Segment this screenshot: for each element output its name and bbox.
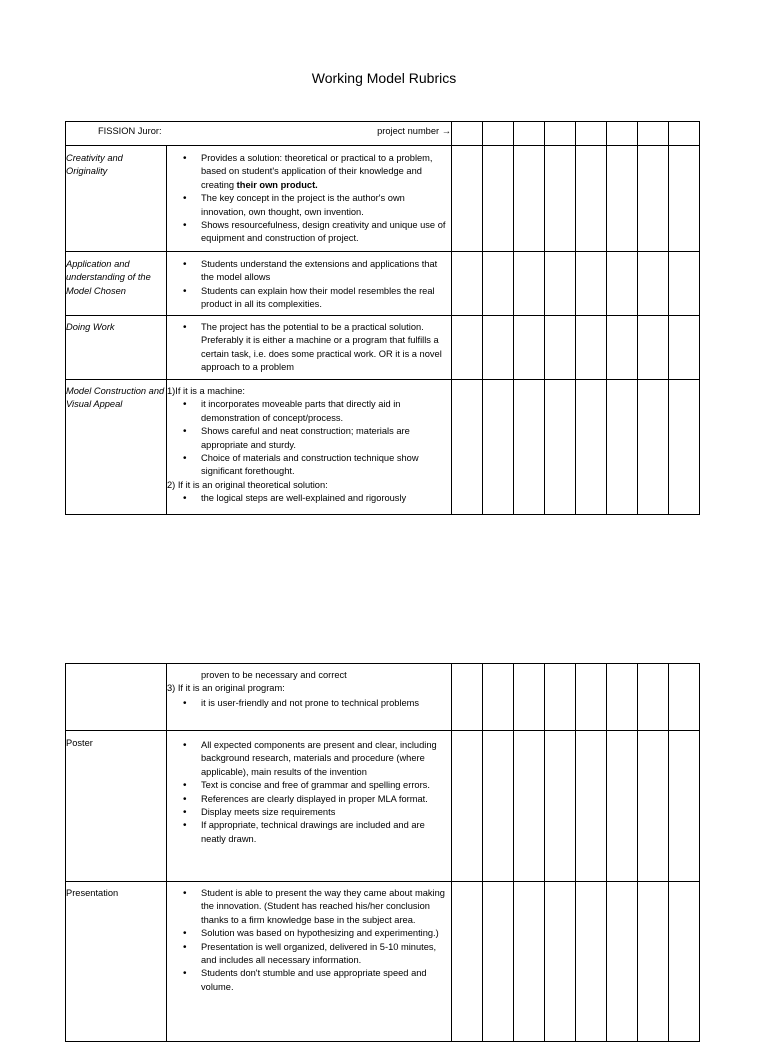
score-cell[interactable]	[669, 122, 700, 146]
criterion-description	[167, 146, 452, 252]
score-cell[interactable]	[669, 664, 700, 731]
score-cell[interactable]	[514, 316, 545, 380]
rubric-row-creativity	[66, 146, 700, 252]
score-cell[interactable]	[483, 122, 514, 146]
criterion-bullet: • If appropriate, technical drawings are included and are neatly drawn.	[201, 819, 451, 846]
rubric-table-1	[65, 121, 700, 515]
score-cell[interactable]	[576, 316, 607, 380]
criterion-bullet: • the logical steps are well-explained and rigorously	[201, 492, 451, 505]
score-cell[interactable]	[576, 380, 607, 515]
criterion-description	[167, 316, 452, 380]
criterion-label: Application and understanding of the Model Chosen	[66, 252, 167, 316]
score-cell[interactable]	[545, 316, 576, 380]
criterion-label	[66, 664, 167, 731]
rubric-row-presentation	[66, 882, 700, 1042]
score-cell[interactable]	[452, 664, 483, 731]
score-cell[interactable]	[576, 731, 607, 882]
score-cell[interactable]	[514, 731, 545, 882]
criterion-bullet: • it is user-friendly and not prone to technical problems	[201, 697, 451, 710]
score-cell[interactable]	[452, 252, 483, 316]
score-cell[interactable]	[545, 146, 576, 252]
criterion-bullet: • Text is concise and free of grammar and spelling errors.	[201, 779, 451, 792]
score-cell[interactable]	[576, 664, 607, 731]
score-cell[interactable]	[576, 122, 607, 146]
criterion-bullet: • Students understand the extensions and applications that the model allows	[201, 258, 451, 285]
score-cell[interactable]	[607, 146, 638, 252]
continuation-text: proven to be necessary and correct	[201, 670, 347, 680]
score-cell[interactable]	[483, 882, 514, 1042]
condition-intro: 1)If it is a machine:	[167, 386, 246, 396]
score-cell[interactable]	[576, 882, 607, 1042]
score-cell[interactable]	[669, 731, 700, 882]
score-cell[interactable]	[483, 380, 514, 515]
criterion-label: Presentation	[66, 882, 167, 1042]
score-cell[interactable]	[514, 146, 545, 252]
score-cell[interactable]	[638, 731, 669, 882]
score-cell[interactable]	[545, 380, 576, 515]
rubric-row-doing-work	[66, 316, 700, 380]
criterion-label: Model Construction and Visual Appeal	[66, 380, 167, 515]
criterion-description	[167, 252, 452, 316]
score-cell[interactable]	[638, 380, 669, 515]
score-cell[interactable]	[669, 252, 700, 316]
rubric-table-2	[65, 663, 700, 1042]
score-cell[interactable]	[483, 252, 514, 316]
score-cell[interactable]	[638, 882, 669, 1042]
rubric-row-continuation	[66, 664, 700, 731]
criterion-bullet: • Shows resourcefulness, design creativity and unique use of equipment and construction of project.	[201, 219, 451, 246]
score-cell[interactable]	[483, 664, 514, 731]
score-cell[interactable]	[607, 664, 638, 731]
score-cell[interactable]	[669, 146, 700, 252]
score-cell[interactable]	[514, 122, 545, 146]
score-cell[interactable]	[545, 252, 576, 316]
score-cell[interactable]	[638, 664, 669, 731]
criterion-label: Doing Work	[66, 316, 167, 380]
rubric-row-poster	[66, 731, 700, 882]
score-cell[interactable]	[669, 882, 700, 1042]
header-cell	[66, 122, 452, 146]
score-cell[interactable]	[669, 380, 700, 515]
score-cell[interactable]	[607, 380, 638, 515]
score-cell[interactable]	[483, 146, 514, 252]
criterion-description	[167, 664, 452, 731]
criterion-description	[167, 380, 452, 515]
score-cell[interactable]	[545, 731, 576, 882]
criterion-bullet: • Students don't stumble and use appropriate speed and volume.	[201, 967, 451, 994]
score-cell[interactable]	[452, 316, 483, 380]
criterion-bullet: • it incorporates moveable parts that directly aid in demonstration of concept/process.	[201, 398, 451, 425]
criterion-label: Creativity and Originality	[66, 146, 167, 252]
score-cell[interactable]	[576, 146, 607, 252]
rubric-row-application	[66, 252, 700, 316]
score-cell[interactable]	[514, 882, 545, 1042]
criterion-description	[167, 882, 452, 1042]
score-cell[interactable]	[669, 316, 700, 380]
condition-intro: 3) If it is an original program:	[167, 683, 285, 694]
score-cell[interactable]	[638, 122, 669, 146]
criterion-bullet: • The key concept in the project is the author's own innovation, own thought, own invention.	[201, 192, 451, 219]
criterion-bullet: • The project has the potential to be a practical solution. Preferably it is either a machine or a program that fulfills a certain task, i.e. does some practical work. OR it is a novel approach to a problem	[201, 321, 451, 375]
header-row	[66, 122, 700, 146]
score-cell[interactable]	[452, 380, 483, 515]
score-cell[interactable]	[452, 122, 483, 146]
juror-label: FISSION Juror:	[98, 126, 162, 136]
score-cell[interactable]	[607, 252, 638, 316]
score-cell[interactable]	[483, 731, 514, 882]
score-cell[interactable]	[452, 731, 483, 882]
score-cell[interactable]	[607, 882, 638, 1042]
criterion-bullet: • Display meets size requirements	[201, 806, 451, 819]
score-cell[interactable]	[607, 731, 638, 882]
criterion-bullet: • Choice of materials and construction technique show significant forethought.	[201, 452, 451, 479]
score-cell[interactable]	[638, 146, 669, 252]
score-cell[interactable]	[514, 380, 545, 515]
criterion-bullet: • References are clearly displayed in proper MLA format.	[201, 793, 451, 806]
criterion-bullet: • Solution was based on hypothesizing and experimenting.)	[201, 927, 451, 940]
score-cell[interactable]	[545, 664, 576, 731]
criterion-label: Poster	[66, 731, 167, 882]
page-title: Working Model Rubrics	[311, 70, 457, 86]
score-cell[interactable]	[514, 664, 545, 731]
criterion-description	[167, 731, 452, 882]
score-cell[interactable]	[545, 882, 576, 1042]
criterion-bullet: • Provides a solution: theoretical or practical to a problem, based on student's application of their knowledge and creating their own product.	[201, 152, 451, 192]
score-cell[interactable]	[638, 316, 669, 380]
criterion-bullet: • Student is able to present the way they came about making the innovation. (Student has reached his/her conclusion thanks to a firm knowledge base in the subject area.	[201, 887, 451, 927]
rubric-row-model-construction	[66, 380, 700, 515]
score-cell[interactable]	[576, 252, 607, 316]
project-number-label: project number →	[377, 126, 451, 136]
condition-intro: 2) If it is an original theoretical solution:	[167, 479, 328, 490]
criterion-bullet: • Students can explain how their model resembles the real product in all its complexities.	[201, 285, 451, 312]
score-cell[interactable]	[607, 316, 638, 380]
score-cell[interactable]	[638, 252, 669, 316]
score-cell[interactable]	[452, 882, 483, 1042]
criterion-bullet: • Presentation is well organized, delivered in 5-10 minutes, and includes all necessary information.	[201, 941, 451, 968]
score-cell[interactable]	[607, 122, 638, 146]
score-cell[interactable]	[545, 122, 576, 146]
score-cell[interactable]	[483, 316, 514, 380]
score-cell[interactable]	[514, 252, 545, 316]
criterion-bullet: • Shows careful and neat construction; materials are appropriate and sturdy.	[201, 425, 451, 452]
score-cell[interactable]	[452, 146, 483, 252]
criterion-bullet: • All expected components are present and clear, including background research, materials and procedure (where applicable), main results of the invention	[201, 739, 451, 779]
